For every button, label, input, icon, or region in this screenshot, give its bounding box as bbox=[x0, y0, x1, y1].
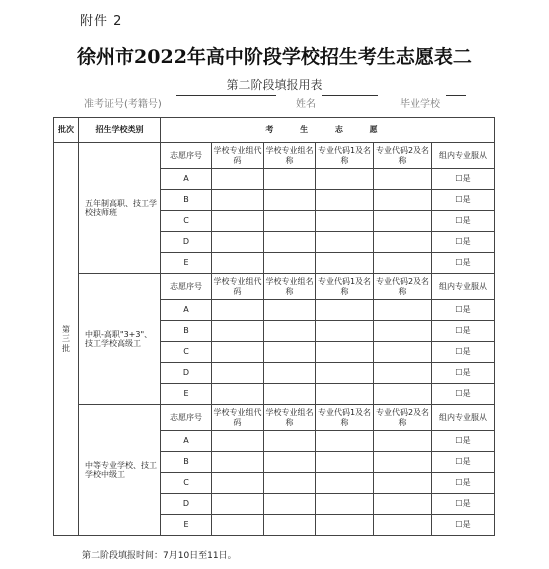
group-name-input[interactable] bbox=[264, 232, 316, 253]
major1-header: 专业代码1及名称 bbox=[316, 274, 374, 300]
column-header-row bbox=[54, 143, 495, 169]
wish-letter: A bbox=[161, 169, 212, 190]
major1-input[interactable] bbox=[316, 253, 374, 274]
obey-checkbox[interactable]: ☐是 bbox=[432, 253, 495, 274]
column-header-row bbox=[54, 405, 495, 431]
obey-header: 组内专业服从 bbox=[432, 405, 495, 431]
wish-form-table bbox=[53, 117, 495, 536]
wish-letter: A bbox=[161, 300, 212, 321]
wish-letter: D bbox=[161, 363, 212, 384]
name-label: 姓名 bbox=[296, 99, 316, 110]
obey-header: 组内专业服从 bbox=[432, 143, 495, 169]
group-code-input[interactable] bbox=[212, 211, 264, 232]
major1-input[interactable] bbox=[316, 363, 374, 384]
obey-checkbox[interactable]: ☐是 bbox=[432, 190, 495, 211]
group-code-input[interactable] bbox=[212, 190, 264, 211]
wish-letter: E bbox=[161, 384, 212, 405]
header-wish: 考 生 志 愿 bbox=[161, 118, 495, 143]
major2-input[interactable] bbox=[374, 431, 432, 452]
group-name-input[interactable] bbox=[264, 384, 316, 405]
major1-input[interactable] bbox=[316, 452, 374, 473]
major2-input[interactable] bbox=[374, 452, 432, 473]
obey-checkbox[interactable]: ☐是 bbox=[432, 321, 495, 342]
obey-checkbox[interactable]: ☐是 bbox=[432, 384, 495, 405]
major2-header: 专业代码2及名称 bbox=[374, 274, 432, 300]
major1-input[interactable] bbox=[316, 431, 374, 452]
group-code-input[interactable] bbox=[212, 300, 264, 321]
school-field[interactable] bbox=[446, 95, 466, 96]
wish-letter: A bbox=[161, 431, 212, 452]
obey-checkbox[interactable]: ☐是 bbox=[432, 363, 495, 384]
group-name-header: 学校专业组名称 bbox=[264, 405, 316, 431]
group-name-input[interactable] bbox=[264, 473, 316, 494]
major1-input[interactable] bbox=[316, 190, 374, 211]
obey-checkbox[interactable]: ☐是 bbox=[432, 169, 495, 190]
wish-letter: C bbox=[161, 342, 212, 363]
group-name-header: 学校专业组名称 bbox=[264, 143, 316, 169]
exam-number-label: 准考证号(考籍号) bbox=[84, 99, 162, 110]
group-code-input[interactable] bbox=[212, 232, 264, 253]
exam-number-field[interactable] bbox=[176, 95, 276, 96]
table-header-row bbox=[54, 118, 495, 143]
obey-checkbox[interactable]: ☐是 bbox=[432, 452, 495, 473]
group-name-header: 学校专业组名称 bbox=[264, 274, 316, 300]
group-name-input[interactable] bbox=[264, 190, 316, 211]
major1-input[interactable] bbox=[316, 384, 374, 405]
group-code-header: 学校专业组代码 bbox=[212, 274, 264, 300]
group-code-input[interactable] bbox=[212, 363, 264, 384]
obey-checkbox[interactable]: ☐是 bbox=[432, 232, 495, 253]
major2-input[interactable] bbox=[374, 232, 432, 253]
group-code-input[interactable] bbox=[212, 431, 264, 452]
wish-letter: B bbox=[161, 190, 212, 211]
group-name-input[interactable] bbox=[264, 300, 316, 321]
group-name-input[interactable] bbox=[264, 342, 316, 363]
major2-input[interactable] bbox=[374, 300, 432, 321]
wish-letter: E bbox=[161, 253, 212, 274]
wish-letter: D bbox=[161, 232, 212, 253]
major2-header: 专业代码2及名称 bbox=[374, 405, 432, 431]
major1-input[interactable] bbox=[316, 515, 374, 536]
applicant-fields-row bbox=[84, 95, 484, 109]
major2-input[interactable] bbox=[374, 321, 432, 342]
major2-input[interactable] bbox=[374, 473, 432, 494]
group-code-header: 学校专业组代码 bbox=[212, 405, 264, 431]
group-name-input[interactable] bbox=[264, 211, 316, 232]
major1-header: 专业代码1及名称 bbox=[316, 143, 374, 169]
major1-input[interactable] bbox=[316, 300, 374, 321]
major1-input[interactable] bbox=[316, 473, 374, 494]
major1-input[interactable] bbox=[316, 232, 374, 253]
obey-checkbox[interactable]: ☐是 bbox=[432, 473, 495, 494]
wish-letter: C bbox=[161, 211, 212, 232]
group-code-input[interactable] bbox=[212, 452, 264, 473]
group-code-input[interactable] bbox=[212, 321, 264, 342]
major1-input[interactable] bbox=[316, 169, 374, 190]
attachment-label: 附件 2 bbox=[80, 14, 123, 29]
obey-header: 组内专业服从 bbox=[432, 274, 495, 300]
major2-input[interactable] bbox=[374, 384, 432, 405]
group-name-input[interactable] bbox=[264, 494, 316, 515]
group-name-input[interactable] bbox=[264, 452, 316, 473]
footer-note: 第二阶段填报时间：7月10日至11日。 bbox=[82, 551, 237, 561]
group-code-input[interactable] bbox=[212, 342, 264, 363]
wish-letter: B bbox=[161, 321, 212, 342]
major2-header: 专业代码2及名称 bbox=[374, 143, 432, 169]
header-category: 招生学校类别 bbox=[79, 118, 161, 143]
form-subtitle: 第二阶段填报用表 bbox=[226, 78, 323, 92]
wish-letter: C bbox=[161, 473, 212, 494]
wish-letter: B bbox=[161, 452, 212, 473]
major2-input[interactable] bbox=[374, 190, 432, 211]
group-code-input[interactable] bbox=[212, 473, 264, 494]
group-code-input[interactable] bbox=[212, 494, 264, 515]
major1-input[interactable] bbox=[316, 321, 374, 342]
major1-input[interactable] bbox=[316, 342, 374, 363]
group-code-input[interactable] bbox=[212, 515, 264, 536]
form-title: 徐州市2022年高中阶段学校招生考生志愿表二 bbox=[77, 46, 472, 68]
group-name-input[interactable] bbox=[264, 253, 316, 274]
obey-checkbox[interactable]: ☐是 bbox=[432, 515, 495, 536]
major1-input[interactable] bbox=[316, 494, 374, 515]
group-code-input[interactable] bbox=[212, 253, 264, 274]
wish-letter: D bbox=[161, 494, 212, 515]
major2-input[interactable] bbox=[374, 169, 432, 190]
major2-input[interactable] bbox=[374, 515, 432, 536]
major2-input[interactable] bbox=[374, 363, 432, 384]
major2-input[interactable] bbox=[374, 253, 432, 274]
group-code-header: 学校专业组代码 bbox=[212, 143, 264, 169]
obey-checkbox[interactable]: ☐是 bbox=[432, 431, 495, 452]
obey-checkbox[interactable]: ☐是 bbox=[432, 494, 495, 515]
wish-number-header: 志愿序号 bbox=[161, 405, 212, 431]
group-name-input[interactable] bbox=[264, 431, 316, 452]
obey-checkbox[interactable]: ☐是 bbox=[432, 211, 495, 232]
major1-header: 专业代码1及名称 bbox=[316, 405, 374, 431]
group-name-input[interactable] bbox=[264, 363, 316, 384]
obey-checkbox[interactable]: ☐是 bbox=[432, 300, 495, 321]
group-code-input[interactable] bbox=[212, 169, 264, 190]
major2-input[interactable] bbox=[374, 342, 432, 363]
wish-number-header: 志愿序号 bbox=[161, 274, 212, 300]
category-cell: 中等专业学校、技工学校中级工 bbox=[79, 405, 161, 536]
batch-cell: 第 三 批 bbox=[54, 143, 79, 536]
school-label: 毕业学校 bbox=[400, 99, 440, 110]
header-batch: 批次 bbox=[54, 118, 79, 143]
group-code-input[interactable] bbox=[212, 384, 264, 405]
wish-number-header: 志愿序号 bbox=[161, 143, 212, 169]
category-cell: 五年制高职、技工学校技师班 bbox=[79, 143, 161, 274]
group-name-input[interactable] bbox=[264, 169, 316, 190]
group-name-input[interactable] bbox=[264, 515, 316, 536]
category-cell: 中职-高职"3+3"、技工学校高级工 bbox=[79, 274, 161, 405]
major1-input[interactable] bbox=[316, 211, 374, 232]
name-field[interactable] bbox=[322, 95, 378, 96]
obey-checkbox[interactable]: ☐是 bbox=[432, 342, 495, 363]
column-header-row bbox=[54, 274, 495, 300]
major2-input[interactable] bbox=[374, 211, 432, 232]
group-name-input[interactable] bbox=[264, 321, 316, 342]
wish-letter: E bbox=[161, 515, 212, 536]
major2-input[interactable] bbox=[374, 494, 432, 515]
